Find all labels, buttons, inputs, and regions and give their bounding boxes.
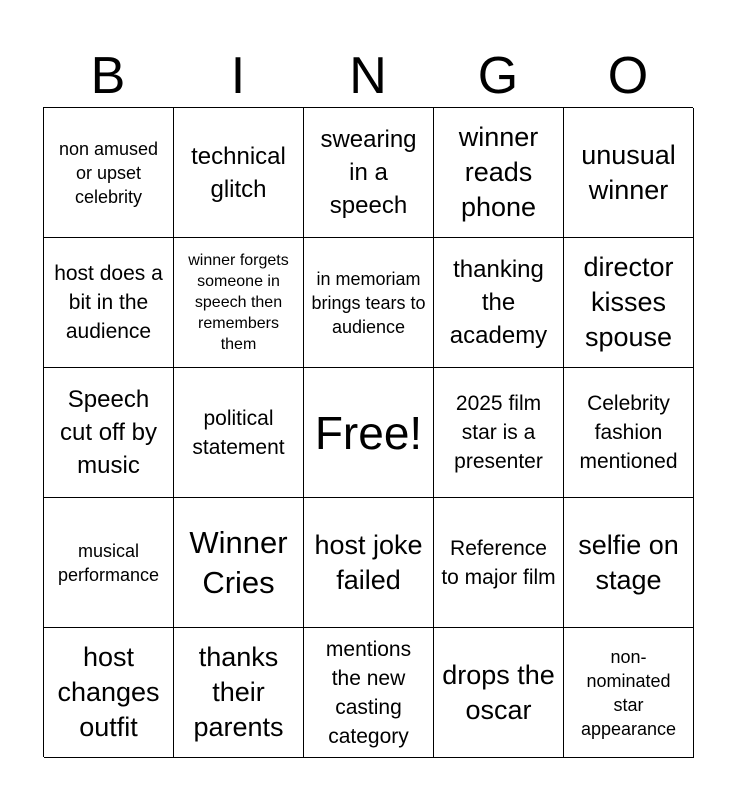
cell-text: swearing in a speech (320, 126, 417, 219)
bingo-cell-r3-c4[interactable] (434, 368, 564, 498)
bingo-cell-r2-c1[interactable] (44, 238, 174, 368)
bingo-cell-r2-c3[interactable] (304, 238, 434, 368)
bingo-cell-r2-c5[interactable] (564, 238, 694, 368)
bingo-cell-r5-c3[interactable] (304, 628, 434, 758)
bingo-cell-r3-c5[interactable] (564, 368, 694, 498)
bingo-cell-r4-c2[interactable] (174, 498, 304, 628)
bingo-cell-r4-c4[interactable] (434, 498, 564, 628)
cell-text: Free! (314, 406, 423, 459)
bingo-cell-r1-c1[interactable] (44, 108, 174, 238)
bingo-cell-r1-c2[interactable] (174, 108, 304, 238)
header-letter-i: I (230, 47, 246, 105)
cell-text: Reference to major film (441, 536, 556, 589)
cell-text: musical performance (57, 540, 160, 585)
bingo-cell-r2-c4[interactable] (434, 238, 564, 368)
cell-text: Speech cut off by music (60, 386, 157, 479)
header-letter-n: N (349, 47, 387, 105)
bingo-cell-r3-c2[interactable] (174, 368, 304, 498)
bingo-cell-r4-c5[interactable] (564, 498, 694, 628)
cell-text: host joke failed (314, 529, 423, 595)
cell-text: in memoriam brings tears to audience (311, 268, 426, 337)
cell-text: winner reads phone (458, 122, 539, 222)
header-letter-g: G (477, 47, 519, 105)
cell-text: technical glitch (191, 142, 286, 203)
cell-text: mentions the new casting category (325, 637, 412, 748)
cell-text: selfie on stage (578, 529, 679, 595)
header-letter-b: B (90, 47, 126, 105)
bingo-cell-r5-c5[interactable] (564, 628, 694, 758)
cell-text: host changes outfit (57, 642, 160, 742)
cell-text: 2025 film star is a presenter (454, 392, 543, 473)
bingo-cell-r3-c1[interactable] (44, 368, 174, 498)
header-letter-o: O (607, 47, 649, 105)
bingo-cell-free[interactable] (304, 368, 434, 498)
bingo-cell-r4-c1[interactable] (44, 498, 174, 628)
cell-text: director kisses spouse (583, 252, 674, 352)
cell-text: unusual winner (581, 139, 676, 205)
cell-text: Celebrity fashion mentioned (579, 392, 678, 473)
bingo-cell-r1-c3[interactable] (304, 108, 434, 238)
bingo-cell-r5-c4[interactable] (434, 628, 564, 758)
cell-text: non-nominated star appearance (580, 646, 677, 739)
bingo-board (43, 107, 693, 757)
cell-text: host does a bit in the audience (54, 262, 163, 343)
bingo-cell-r1-c5[interactable] (564, 108, 694, 238)
bingo-cell-r1-c4[interactable] (434, 108, 564, 238)
bingo-cell-r2-c2[interactable] (174, 238, 304, 368)
cell-text: non amused or upset celebrity (58, 138, 159, 207)
cell-text: thanking the academy (449, 256, 548, 349)
cell-text: drops the oscar (442, 659, 555, 725)
cell-text: winner forgets someone in speech then remembers them (188, 252, 289, 353)
bingo-cell-r5-c1[interactable] (44, 628, 174, 758)
cell-text: thanks their parents (193, 642, 284, 742)
cell-text: Winner Cries (189, 524, 288, 600)
bingo-cell-r4-c3[interactable] (304, 498, 434, 628)
bingo-header (43, 44, 693, 108)
cell-text: political statement (192, 406, 285, 459)
bingo-cell-r5-c2[interactable] (174, 628, 304, 758)
